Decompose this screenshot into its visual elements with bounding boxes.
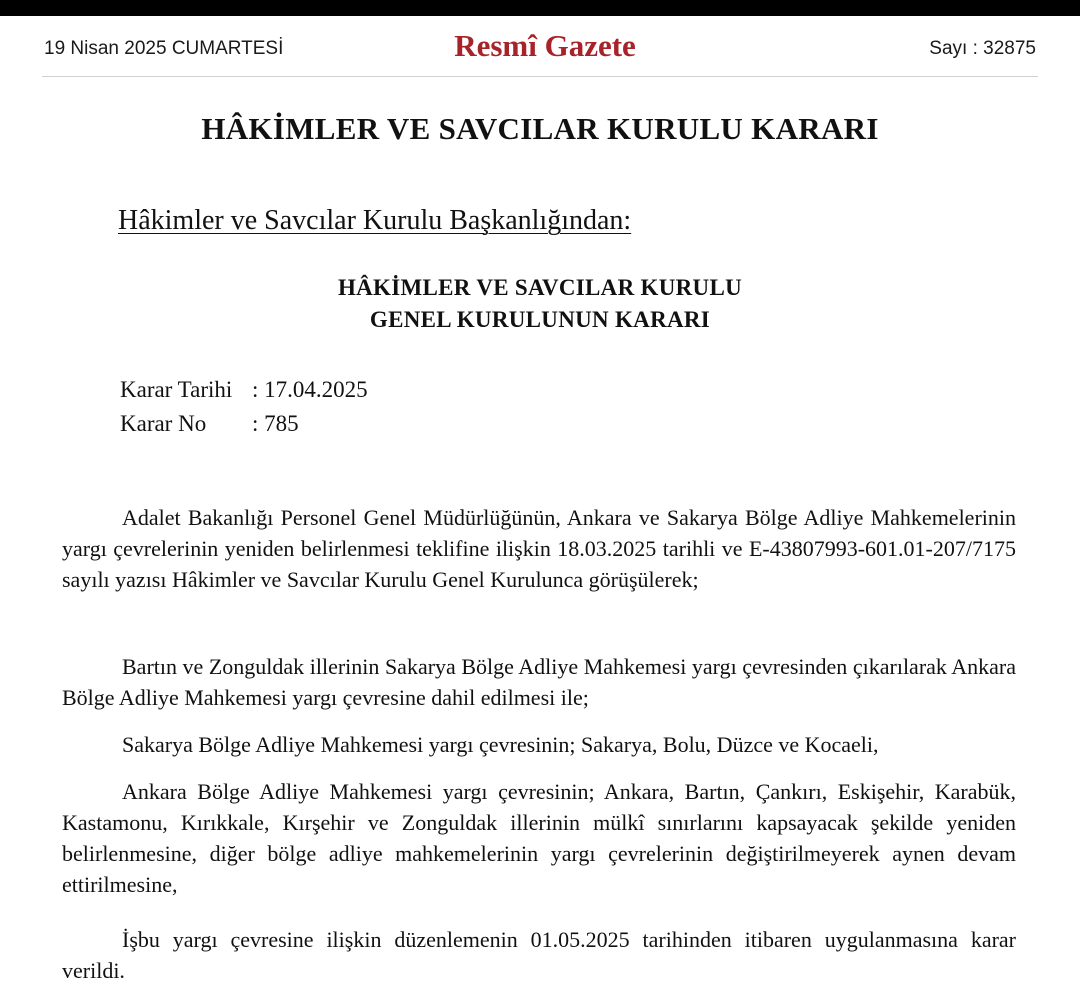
- decision-number-value: : 785: [252, 411, 299, 436]
- decision-number-label: Karar No: [120, 411, 207, 436]
- decision-subtitle-line-1: HÂKİMLER VE SAVCILAR KURULU: [337, 275, 743, 300]
- decision-paragraph-4: Ankara Bölge Adliye Mahkemesi yargı çevresinin; Ankara, Bartın, Çankırı, Eskişehir, Karabük, Kastamonu, Kırıkkale, Kırşehir ve Zonguldak illerinin mülkî sınırlarını kapsayacak şekilde yeniden belirlenmesine, diğer bölge adliye mahkemelerinin yargı çevrelerinin değiştirilmeyerek aynen devam ettirilmesine,: [62, 779, 1016, 897]
- gazette-title: Resmî Gazete: [454, 28, 636, 63]
- top-black-bar: [0, 0, 1080, 16]
- decision-paragraph-1: Adalet Bakanlığı Personel Genel Müdürlüğünün, Ankara ve Sakarya Bölge Adliye Mahkemelerinin yargı çevrelerinin yeniden belirlenmesi teklifine ilişkin 18.03.2025 tarihli ve E-43807993-601.01-207/7175 sayılı yazısı Hâkimler ve Savcılar Kurulu Genel Kurulunca görüşülerek;: [62, 505, 1016, 592]
- document-main-title: HÂKİMLER VE SAVCILAR KURULU KARARI: [201, 111, 879, 146]
- decision-paragraph-3: Sakarya Bölge Adliye Mahkemesi yargı çevresinin; Sakarya, Bolu, Düzce ve Kocaeli,: [122, 732, 879, 757]
- decision-date-value: : 17.04.2025: [252, 377, 368, 402]
- issuing-authority: Hâkimler ve Savcılar Kurulu Başkanlığından:: [118, 205, 632, 236]
- decision-paragraph-5: İşbu yargı çevresine ilişkin düzenlemenin 01.05.2025 tarihinden itibaren uygulanmasına karar verildi.: [62, 927, 1016, 983]
- gazette-date: 19 Nisan 2025 CUMARTESİ: [44, 38, 284, 59]
- decision-date-label: Karar Tarihi: [120, 377, 233, 402]
- header-divider: [42, 76, 1038, 77]
- gazette-issue-number: Sayı : 32875: [929, 38, 1036, 59]
- decision-date: [120, 377, 368, 403]
- decision-number: [120, 411, 299, 437]
- decision-paragraph-2: Bartın ve Zonguldak illerinin Sakarya Bölge Adliye Mahkemesi yargı çevresinden çıkarılarak Ankara Bölge Adliye Mahkemesi yargı çevresine dahil edilmesi ile;: [62, 654, 1016, 710]
- decision-subtitle-line-2: GENEL KURULUNUN KARARI: [369, 307, 711, 332]
